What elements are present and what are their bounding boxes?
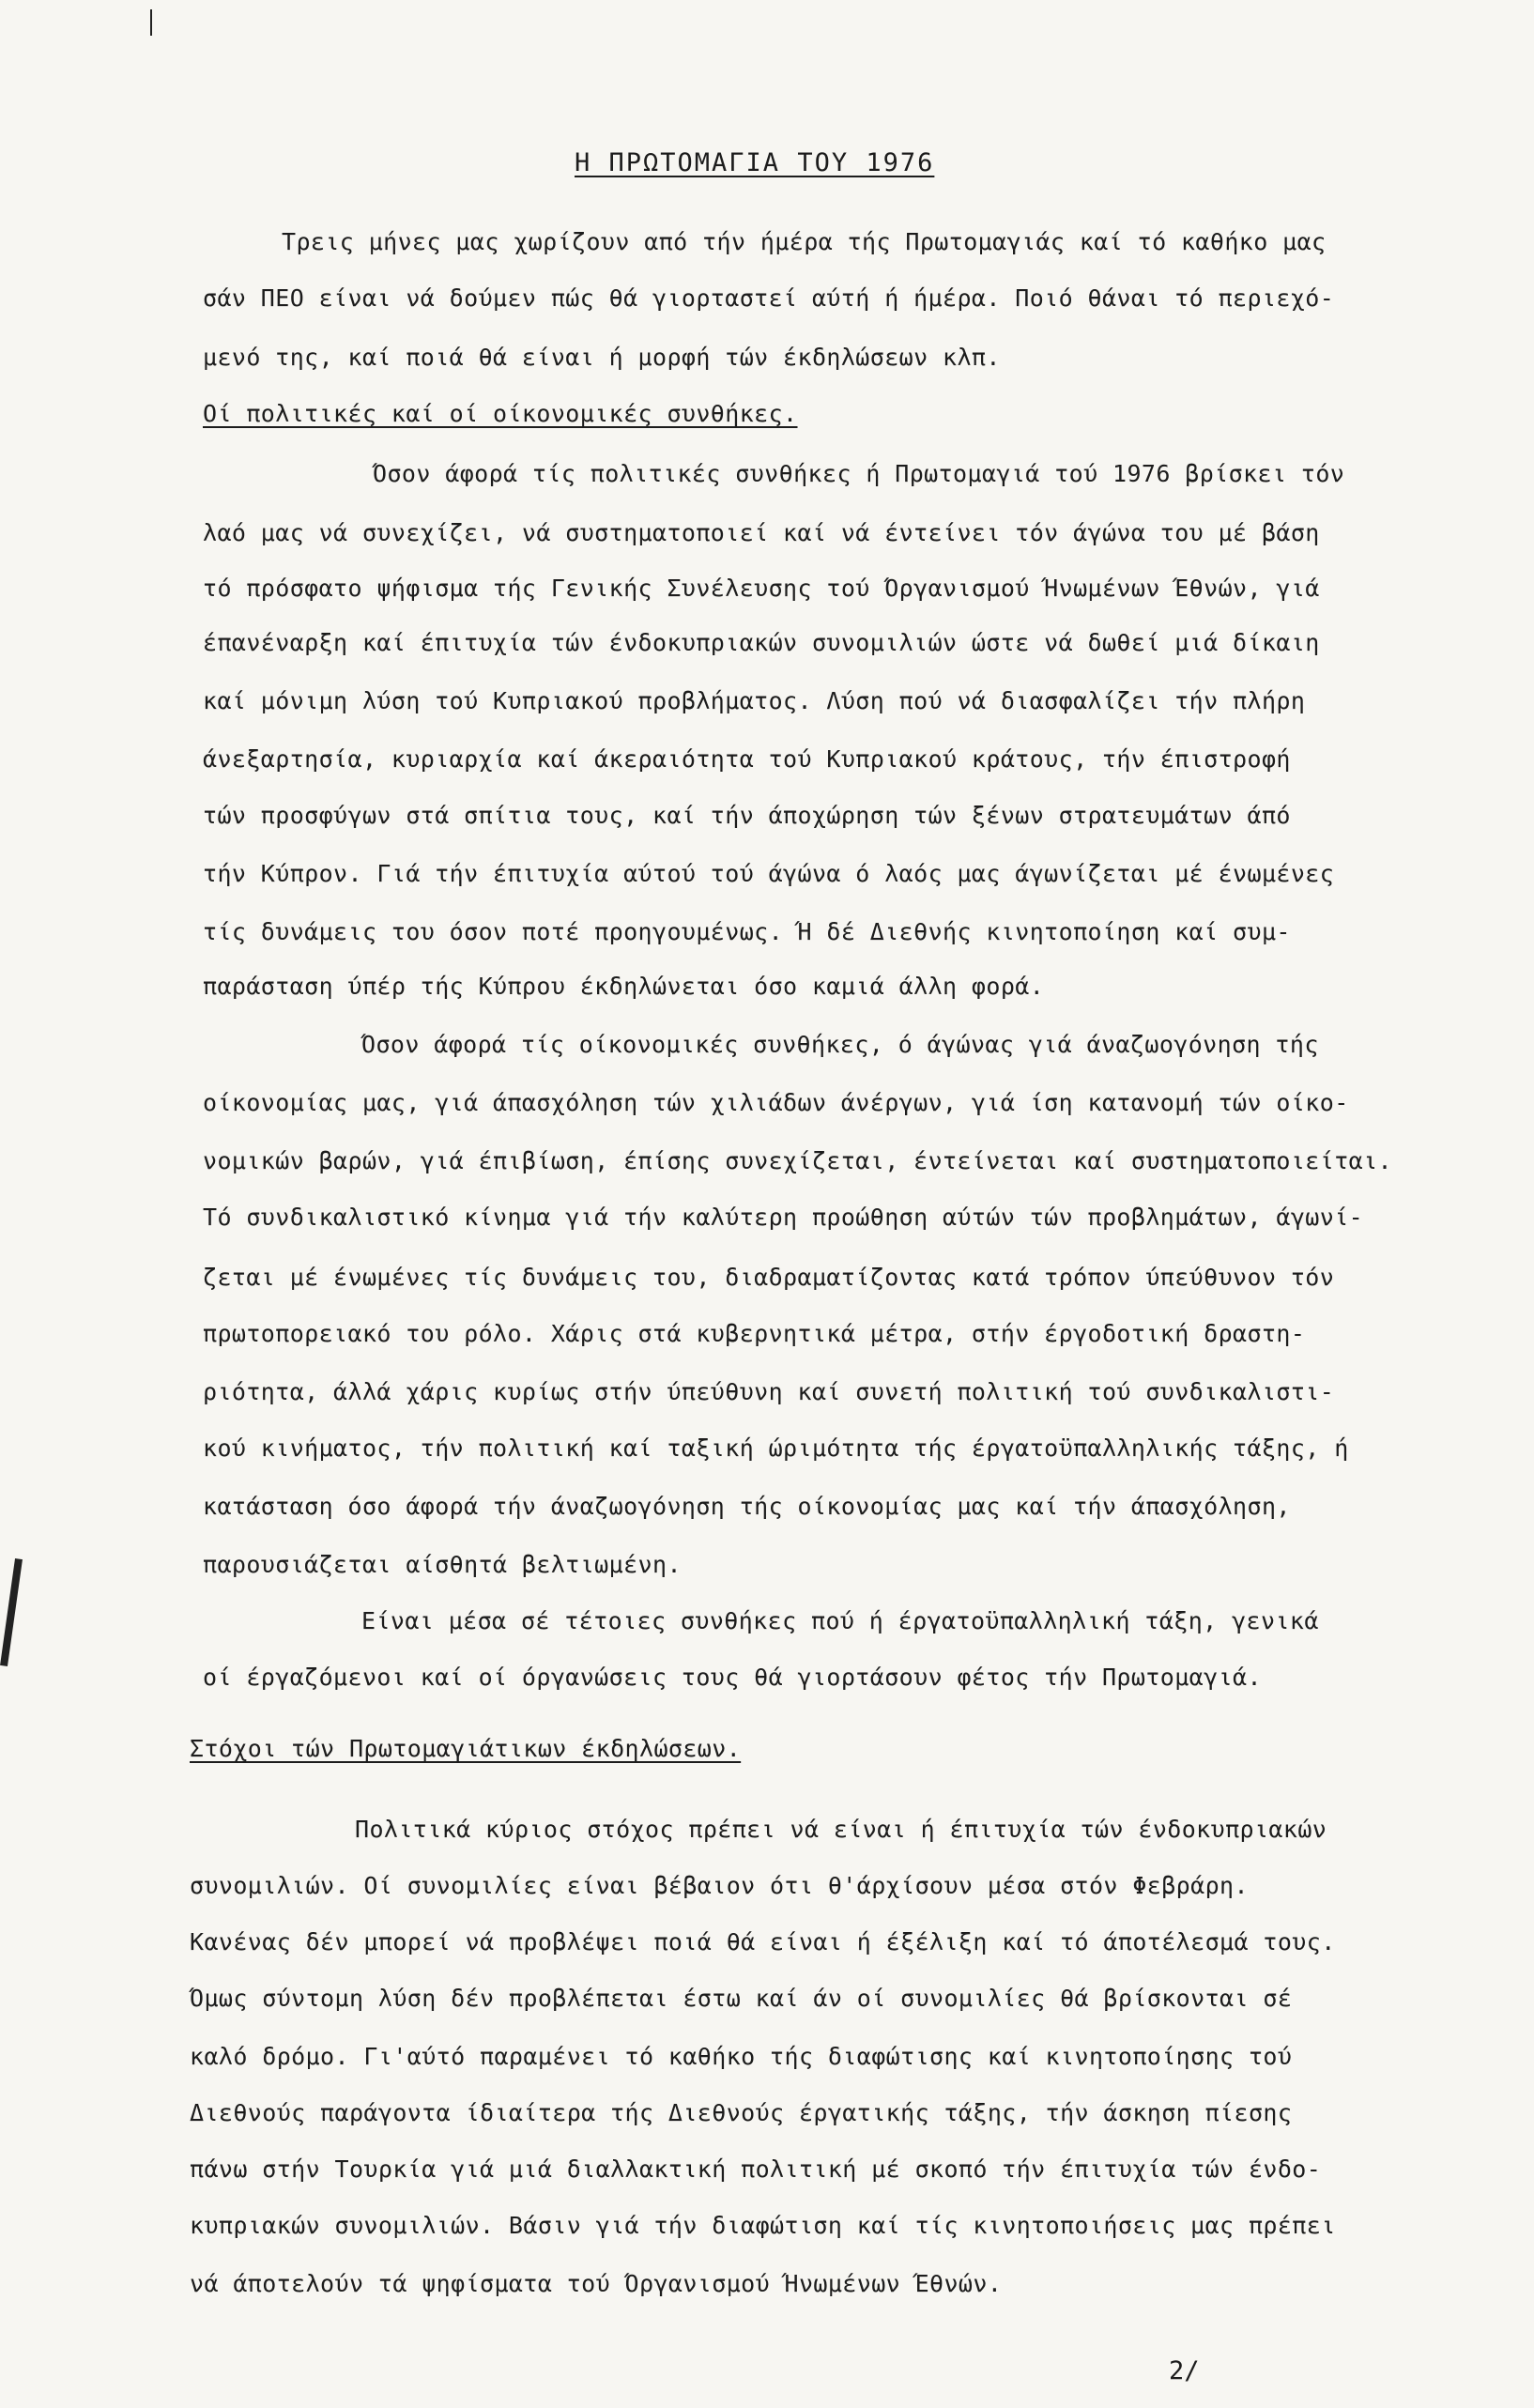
paragraph-1-line: Τρεις μήνες μας χωρίζουν από τήν ήμέρα τής Πρωτομαγιάς καί τό καθήκο μας [282, 228, 1327, 255]
paragraph-2-line: καί μόνιμη λύση τού Κυπριακού προβλήματος. Λύση πού νά διασφαλίζει τήν πλήρη [203, 687, 1306, 714]
paragraph-3-line: νομικών βαρών, γιά έπιβίωση, έπίσης συνεχίζεται, έντείνεται καί συστηματοποιείται. [203, 1147, 1393, 1174]
paragraph-1-line: μενό της, καί ποιά θά είναι ή μορφή τών έκδηλώσεων κλπ. [203, 344, 1001, 371]
paragraph-3-line: Τό συνδικαλιστικό κίνημα γιά τήν καλύτερη προώθηση αύτών τών προβλημάτων, άγωνί- [203, 1204, 1364, 1231]
paragraph-4-line: οί έργαζόμενοι καί οί όργανώσεις τους θά γιορτάσουν φέτος τήν Πρωτομαγιά. [203, 1664, 1262, 1691]
paragraph-5-line: Όμως σύντομη λύση δέν προβλέπεται έστω καί άν οί συνομιλίες θά βρίσκονται σέ [190, 1985, 1293, 2012]
paragraph-2-line: τίς δυνάμεις του όσον ποτέ προηγουμένως. Ή δέ Διεθνής κινητοποίηση καί συμ- [203, 918, 1291, 945]
paragraph-2-line: λαό μας νά συνεχίζει, νά συστηματοποιεί καί νά έντείνει τόν άγώνα του μέ βάση [203, 519, 1320, 546]
section-heading-political-economic: Οί πολιτικές καί οί οίκονομικές συνθήκες. [203, 400, 798, 427]
paragraph-5-line: Πολιτικά κύριος στόχος πρέπει νά είναι ή έπιτυχία τών ένδοκυπριακών [355, 1816, 1327, 1843]
paragraph-4-line: Είναι μέσα σέ τέτοιες συνθήκες πού ή έργατοϋπαλληλική τάξη, γενικά [361, 1607, 1319, 1634]
paragraph-3-line: κού κινήματος, τήν πολιτική καί ταξική ώριμότητα τής έργατοϋπαλληλικής τάξης, ή [203, 1434, 1349, 1462]
paragraph-2-line: έπανέναρξη καί έπιτυχία τών ένδοκυπριακών συνομιλιών ώστε νά δωθεί μιά δίκαιη [203, 629, 1320, 656]
section-heading-may-day-goals: Στόχοι τών Πρωτομαγιάτικων έκδηλώσεων. [190, 1735, 742, 1762]
paragraph-5-line: καλό δρόμο. Γι'αύτό παραμένει τό καθήκο τής διαφώτισης καί κινητοποίησης τού [190, 2043, 1293, 2070]
page-title: Η ΠΡΩΤΟΜΑΓΙΑ ΤΟΥ 1976 [575, 148, 935, 177]
paragraph-3-line: Όσον άφορά τίς οίκονομικές συνθήκες, ό άγώνας γιά άναζωογόνηση τής [361, 1031, 1319, 1058]
paragraph-5-line: Διεθνούς παράγοντα ίδιαίτερα τής Διεθνούς έργατικής τάξης, τήν άσκηση πίεσης [190, 2099, 1293, 2126]
paragraph-2-line: τήν Κύπρον. Γιά τήν έπιτυχία αύτού τού άγώνα ό λαός μας άγωνίζεται μέ ένωμένες [203, 860, 1335, 887]
paragraph-3-line: πρωτοπορειακό του ρόλο. Χάρις στά κυβερνητικά μέτρα, στήν έργοδοτική δραστη- [203, 1320, 1306, 1347]
paragraph-5-line: νά άποτελούν τά ψηφίσματα τού Όργανισμού Ήνωμένων Έθνών. [190, 2270, 1003, 2297]
paragraph-3-line: κατάσταση όσο άφορά τήν άναζωογόνηση τής οίκονομίας μας καί τήν άπασχόληση, [203, 1493, 1291, 1520]
paragraph-2-line: τών προσφύγων στά σπίτια τους, καί τήν άποχώρηση τών ξένων στρατευμάτων άπό [203, 802, 1291, 829]
paragraph-2-line: παράσταση ύπέρ τής Κύπρου έκδηλώνεται όσο καμιά άλλη φορά. [203, 973, 1045, 1000]
paragraph-5-line: Κανένας δέν μπορεί νά προβλέψει ποιά θά είναι ή έξέλιξη καί τό άποτέλεσμά τους. [190, 1928, 1336, 1956]
page-number: 2/ [1169, 2356, 1200, 2385]
paragraph-2-line: άνεξαρτησία, κυριαρχία καί άκεραιότητα τού Κυπριακού κράτους, τήν έπιστροφή [203, 745, 1291, 773]
paragraph-3-line: ζεται μέ ένωμένες τίς δυνάμεις του, διαδραματίζοντας κατά τρόπον ύπεύθυνον τόν [203, 1264, 1335, 1291]
paragraph-2-line: Όσον άφορά τίς πολιτικές συνθήκες ή Πρωτομαγιά τού 1976 βρίσκει τόν [373, 460, 1345, 487]
scan-mark-left-margin [0, 1558, 23, 1666]
paragraph-2-line: τό πρόσφατο ψήφισμα τής Γενικής Συνέλευσης τού Όργανισμού Ήνωμένων Έθνών, γιά [203, 575, 1320, 602]
paragraph-5-line: κυπριακών συνομιλιών. Βάσιν γιά τήν διαφώτιση καί τίς κινητοποιήσεις μας πρέπει [190, 2212, 1336, 2239]
paragraph-3-line: ριότητα, άλλά χάρις κυρίως στήν ύπεύθυνη καί συνετή πολιτική τού συνδικαλιστι- [203, 1378, 1335, 1405]
paragraph-5-line: συνομιλιών. Οί συνομιλίες είναι βέβαιον ότι θ'άρχίσουν μέσα στόν Φεβράρη. [190, 1872, 1249, 1899]
paragraph-1-line: σάν ΠΕΟ είναι νά δούμεν πώς θά γιορταστεί αύτή ή ήμέρα. Ποιό θάναι τό περιεχό- [203, 284, 1335, 312]
paragraph-3-line: παρουσιάζεται αίσθητά βελτιωμένη. [203, 1551, 682, 1578]
paragraph-3-line: οίκονομίας μας, γιά άπασχόληση τών χιλιάδων άνέργων, γιά ίση κατανομή τών οίκο- [203, 1089, 1349, 1116]
paragraph-5-line: πάνω στήν Τουρκία γιά μιά διαλλακτική πολιτική μέ σκοπό τήν έπιτυχία τών ένδο- [190, 2155, 1322, 2183]
scan-mark-top [150, 9, 152, 36]
